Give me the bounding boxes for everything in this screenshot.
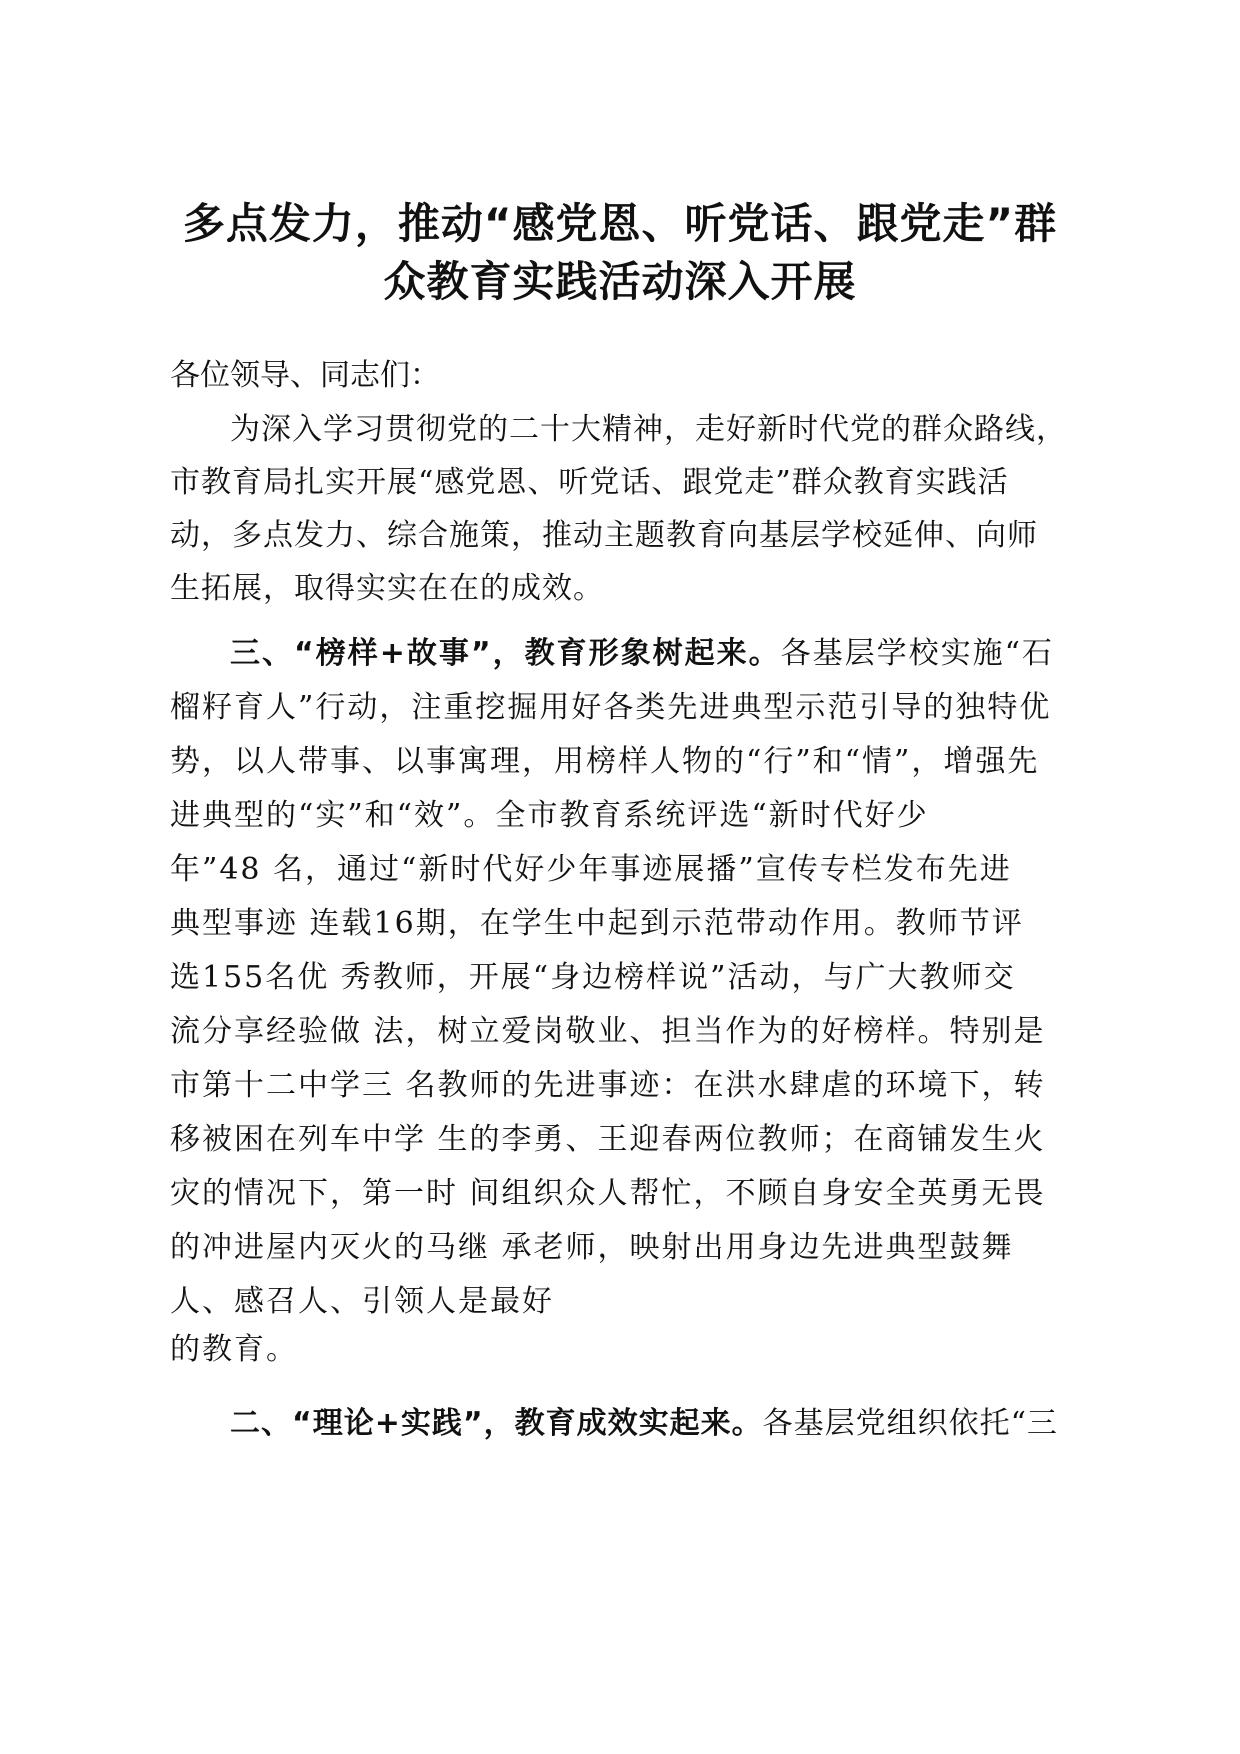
paragraph-line: 进典型的“实”和“效”。全市教育系统评选“新时代好少 xyxy=(170,798,929,833)
paragraph-line: 选155名优 秀教师，开展“身边榜样说”活动，与广大教师交 xyxy=(170,960,1016,995)
paragraph-line: 动，多点发力、综合施策，推动主题教育向基层学校延伸、向师 xyxy=(170,518,1038,553)
paragraph-line: 灾的情况下，第一时 间组织众人帮忙，不顾自身安全英勇无畏 xyxy=(170,1176,1046,1211)
paragraph-line xyxy=(230,634,1140,674)
paragraph-line: 典型事迹 连载16期，在学生中起到示范带动作用。教师节评 xyxy=(170,906,1024,941)
paragraph-line: 势，以人带事、以事寓理，用榜样人物的“行”和“情”，增强先 xyxy=(170,744,1040,779)
section-1-first-line-text: 各基层学校实施“石 xyxy=(780,636,1054,671)
paragraph-line: 的教育。 xyxy=(170,1332,298,1367)
section-2-heading: 二、“理论+实践”，教育成效实起来。 xyxy=(230,1406,763,1441)
paragraph-line: 为深入学习贯彻党的二十大精神，走好新时代党的群众路线， xyxy=(230,412,1067,447)
paragraph-line: 人、感召人、引领人是最好 xyxy=(170,1284,554,1319)
document-title-line-2: 众教育实践活动深入开展 xyxy=(383,257,857,306)
paragraph-line: 市第十二中学三 名教师的先进事迹：在洪水肆虐的环境下，转 xyxy=(170,1068,1046,1103)
paragraph-line: 移被困在列车中学 生的李勇、王迎春两位教师；在商铺发生火 xyxy=(170,1122,1046,1157)
salutation: 各位领导、同志们： xyxy=(170,358,440,393)
section-2-first-line-text: 各基层党组织依托“三 xyxy=(762,1406,1058,1441)
document-title-line-1: 多点发力，推动“感党恩、听党话、跟党走”群 xyxy=(182,199,1058,248)
paragraph-line: 生拓展，取得实实在在的成效。 xyxy=(170,571,604,606)
paragraph-line: 的冲进屋内灭火的马继 承老师，映射出用身边先进典型鼓舞 xyxy=(170,1230,1014,1265)
paragraph-line: 年”48 名，通过“新时代好少年事迹展播”宣传专栏发布先进 xyxy=(170,852,1012,887)
paragraph-line: 市教育局扎实开展“感党恩、听党话、跟党走”群众教育实践活 xyxy=(170,465,1009,500)
section-1-heading: 三、“榜样+故事”，教育形象树起来。 xyxy=(230,636,781,671)
paragraph-line xyxy=(230,1404,1140,1444)
paragraph-line: 流分享经验做 法，树立爱岗敬业、担当作为的好榜样。特别是 xyxy=(170,1014,1046,1049)
paragraph-line: 榴籽育人”行动，注重挖掘用好各类先进典型示范引导的独特优 xyxy=(170,690,1052,725)
